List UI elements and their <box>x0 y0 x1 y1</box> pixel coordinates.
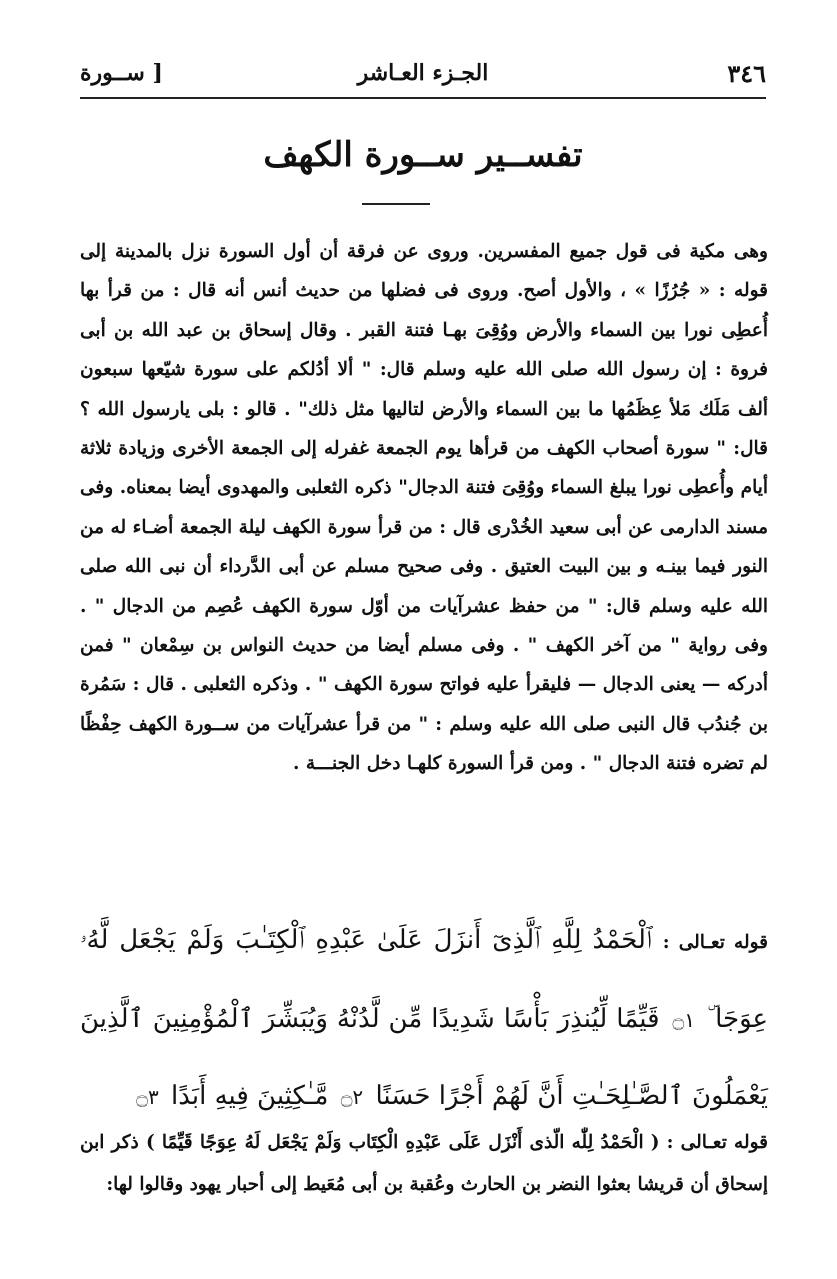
verse-text-2: قَيِّمًا لِّيُنذِرَ بَأْسًا شَدِيدًا مِّن لَّدُنْهُ وَيُبَشِّرَ ٱلْمُؤْمِنِينَ ٱلَّذِينَ يَعْمَلُونَ ٱلصَّـٰلِحَـٰتِ أَنَّ لَهُمْ أَجْرًا حَسَنًا <box>80 1004 768 1111</box>
header-rule <box>80 97 766 99</box>
verse-label: قوله تعـالى : <box>662 932 768 953</box>
part-title: الجـزء العـاشر <box>357 60 489 86</box>
ayah-number-1: ۝١ <box>672 1008 695 1032</box>
running-head: [ ســورة <box>80 60 163 86</box>
commentary-text: قوله تعـالى : ( الْحَمْدُ لِلّٰه الّذى أَنْزَل عَلَى عَبْدِهِ الْكِتَاب وَلَمْ يَجْعَل لَهُ عِوَجًا قَيِّمًا ) ذكر ابن إسحاق أن قريشا بعثوا النضر بن الحارث وعُقبة بن أبى مُعَيط إلى أحبار يهود وقالوا لها: <box>80 1132 768 1195</box>
verse-text-3: مَّـٰكِثِينَ فِيهِ أَبَدًا <box>170 1081 329 1111</box>
ayah-number-3: ۝٣ <box>136 1085 159 1109</box>
surah-title: تفســير ســورة الكهف <box>263 135 583 175</box>
intro-text: وهى مكية فى قول جميع المفسرين. وروى عن فرقة أن أول السورة نزل بالمدينة إلى قوله : « جُرُزًا » ، والأول أصح. وروى فى فضلها من حديث أنس أنه قال : من قرأ بها أُعطِى نورا بين السماء والأرض ووُقِىَ بهـا فتنة القبر . وقال إسحاق بن عبد الله بن أبى فروة : إن رسول الله صلى الله عليه وسلم قال: " ألا أدُلكم على سورة شيّعها سبعون ألف مَلَك مَلأ عِظَمُها ما بين السماء والأرض لتاليها مثل ذلك" . قالو : بلى يارسول الله ؟ قال: " سورة أصحاب الكهف من قرأها يوم الجمعة غفرله إلى الجمعة الأخرى وزيادة ثلاثة أيام وأُعطِى نورا يبلغ السماء ووُقِىَ فتنة الدجال" ذكره الثعلبى والمهدوى أيضا بمعناه. وفى مسند الدارمى عن أبى سعيد الخُدْرى قال : من قرأ سورة الكهف ليلة الجمعة أضـاء له من النور فيما بينـه و بين البيت العتيق . وفى صحيح مسلم عن أبى الدَّرداء أن نبى الله صلى الله عليه وسلم قال: " من حفظ عشرآيات من أوّل سورة الكهف عُصِم من الدجال " . وفى رواية " من آخر الكهف " . وفى مسلم أيضا من حديث النواس بن سِمْعان " فمن أدركه — يعنى الدجال — فليقرأ عليه فواتح سورة الكهف " . وذكره الثعلبى . قال : سَمُرة بن جُندُب قال النبى صلى الله عليه وسلم : " من قرأ عشرآيات من ســورة الكهف حِفْظًا لم تضره فتنة الدجال " . ومن قرأ السورة كلهـا دخل الجنـــة . <box>80 241 768 775</box>
page-header <box>80 56 766 90</box>
ayah-number-2: ۝٢ <box>340 1085 364 1109</box>
intro-paragraph <box>80 232 768 784</box>
title-divider <box>362 203 430 205</box>
verse-text-1: ٱلْحَمْدُ لِلَّهِ ٱلَّذِىٓ أَنزَلَ عَلَىٰ عَبْدِهِ ٱلْكِتَـٰبَ وَلَمْ يَجْعَل لَّهُۥ عِوَجَا ۜ <box>80 925 769 1034</box>
page-number: ٣٤٦ <box>727 58 766 88</box>
commentary-paragraph <box>80 1122 768 1206</box>
verse-paragraph <box>80 902 768 1135</box>
quran-verse-block <box>80 902 768 1135</box>
